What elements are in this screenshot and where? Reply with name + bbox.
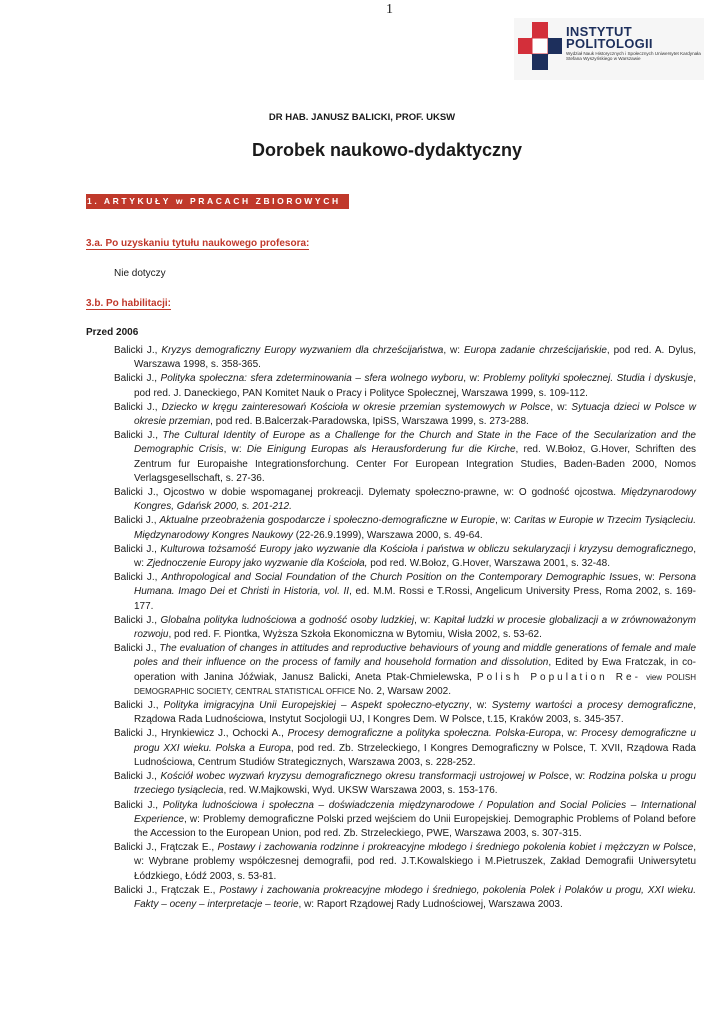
entry-publisher: view POLISH DEMOGRAPHIC SOCIETY, CENTRAL STATISTICAL OFFICE — [134, 672, 697, 696]
entry-text: , w: — [560, 728, 582, 740]
bibliography-entry — [114, 727, 696, 770]
bibliography-list — [114, 344, 696, 912]
page-number: 1 — [386, 2, 393, 17]
section-heading-3b: 3.b. Po habilitacji: — [86, 298, 172, 309]
entry-author: Balicki J., — [114, 515, 160, 527]
entry-title: Procesy demograficzne a polityka społeczna. Polska-Europa — [287, 728, 561, 740]
author-name: DR HAB. JANUSZ BALICKI, PROF. UKSW — [268, 112, 456, 123]
entry-text: , w: — [223, 444, 247, 456]
section-heading-3a: 3.a. Po uzyskaniu tytułu naukowego profesora: — [86, 238, 310, 249]
entry-title: Międzynarodowy Kongres, Gdańsk 2000, s. 201-212. — [134, 487, 696, 513]
bibliography-entry — [114, 543, 696, 571]
entry-details: (22-26.9.1999), Warszawa 2000, s. 49-64. — [292, 529, 483, 541]
period-heading: Przed 2006 — [86, 327, 139, 338]
bibliography-entry — [114, 699, 696, 727]
entry-author: Balicki J., — [114, 614, 161, 626]
entry-title: Kulturowa tożsamość Europy jako wyzwanie dla Kościoła i państwa w obliczu sekularyzacji i kryzysu demograficznego — [160, 543, 694, 555]
logo-title-line2: POLITOLOGII — [566, 36, 653, 51]
entry-author: Balicki J., — [114, 401, 162, 413]
entry-journal: Polish Population Re- — [477, 671, 641, 683]
entry-title: Polityka społeczna: sfera zdeterminowania – sfera wolnego wyboru — [160, 373, 464, 385]
bibliography-entry — [114, 799, 696, 842]
entry-author: Balicki J., — [114, 799, 163, 811]
entry-author: Balicki J., Frątczak E., — [114, 884, 220, 896]
entry-source: Procesy demograficzne u progu XXI wieku. Polska a Europa — [134, 728, 696, 754]
entry-author: Balicki J., — [114, 345, 162, 356]
entry-details: , pod red. A. Dylus, Warszawa 1998, s. 358-365. — [134, 345, 697, 371]
entry-title: Dziecko w kręgu zainteresowań Kościoła w okresie przemian systemowych w Polsce — [161, 401, 551, 413]
entry-title: Postawy i zachowania prokreacyjne młodego i średniego, pokolenia Polek i Polaków u progu, XXI wieku. Fakty – oceny – interpretacje – teorie — [134, 884, 696, 910]
entry-title: Kryzys demograficzny Europy wyzwaniem dla chrześcijaństwa — [161, 345, 444, 356]
entry-author: Balicki J., Ojcostwo w dobie wspomaganej prokreacji. Dylematy społeczno-prawne, w: O godność ojcostwa. — [114, 487, 621, 499]
entry-source: Problemy polityki społecznej. Studia i dyskusje — [483, 373, 694, 385]
entry-author: Balicki J., — [114, 643, 160, 655]
entry-text: , w: Raport Rządowej Rady Ludnościowej, Warszawa 2003. — [298, 898, 563, 910]
entry-details: , red. W.Bołoz, G.Hover, Schriften des Zentrum fur Europaishe Integrationsforchung. Center For European Integration Studies, Baden-Baden 2000, Nomos Verlagsgesellschaft, s. 27-36. — [134, 444, 697, 484]
entry-details: , red. W.Majkowski, Wyd. UKSW Warszawa 2003, s. 153-176. — [223, 785, 498, 797]
entry-text: , w: Wybrane problemy współczesnej demografii, pod red. J.T.Kowalskiego i M.Pietruszek, Zakład Demografii Uniwersytetu Łódzkiego, Łódź 2003, s. 53-81. — [134, 842, 696, 882]
entry-source: Europa zadanie chrześcijańskie — [463, 345, 607, 356]
entry-author: Balicki J., — [114, 572, 162, 584]
entry-source: Rodzina polska u progu trzeciego tysiąclecia — [134, 771, 697, 797]
entry-source: Persona Humana. Imago Dei et Christi in Historia, vol. II — [134, 572, 697, 598]
bibliography-entry — [114, 429, 696, 486]
entry-details: , pod red. F. Piontka, Wyższa Szkoła Ekonomiczna w Bytomiu, Wisła 2002, s. 53-62. — [168, 629, 542, 641]
entry-author: Balicki J., — [114, 700, 164, 712]
entry-details: pod red. W.Bołoz, G.Hover, Warszawa 2001, s. 32-48. — [367, 558, 610, 570]
logo-mark-icon — [518, 22, 564, 70]
entry-author: Balicki J., — [114, 543, 161, 555]
entry-text: , w: — [568, 771, 589, 783]
bibliography-entry — [114, 884, 696, 912]
entry-source: Zjednoczenie Europy jako wyzwanie dla Kościoła, — [146, 558, 368, 570]
entry-author: Balicki J., — [114, 771, 161, 783]
entry-text: , w: — [638, 572, 659, 584]
section-heading-articles: 1. ARTYKUŁY w PRACACH ZBIOROWYCH — [86, 194, 349, 209]
entry-source: Sytuacja dzieci w Polsce w okresie przemian — [134, 401, 697, 428]
entry-source: Caritas w Europie w Trzecim Tysiącleciu. Międzynarodowy Kongres Naukowy — [134, 515, 696, 541]
entry-text: , w: — [463, 373, 484, 385]
entry-title: Polityka imigracyjna Unii Europejskiej – Aspekt społeczno-etyczny — [163, 700, 470, 712]
entry-details: , Rządowa Rada Ludnościowa, Instytut Socjologii UJ, I Kongres Dem. W Polsce, t.15, Kraków 2003, s. 345-357. — [134, 700, 697, 726]
entry-details: , pod red. Zb. Strzeleckiego, I Kongres Demograficzny w Polsce, T. XVII, Rządowa Rada Ludnościowa, Centrum Studiów Strategicznych, Warszawa 2003, s. 228-252. — [134, 742, 696, 768]
bibliography-entry — [114, 514, 696, 542]
entry-text: , w: Problemy demograficzne Polski przed wejściem do Unii Europejskiej. Demographic Problems of Poland before the Accession to the European Union, pod red. Zb. Strzeleckiego, PWE, Warszawa 2003, s. 307-315. — [134, 813, 696, 839]
bibliography-entry — [114, 571, 696, 614]
entry-source: Die Einigung Europas als Herausforderung fur die Kirche — [246, 444, 516, 456]
entry-title: Aktualne przeobrażenia gospodarcze i społeczno-demograficzne w Europie — [159, 515, 496, 527]
entry-author: Balicki J., — [114, 430, 163, 442]
entry-details: No. 2, Warsaw 2002. — [355, 685, 451, 697]
bibliography-entry — [114, 486, 696, 514]
entry-details: , pod red. J. Daneckiego, PAN Komitet Nauk o Pracy i Polityce Społecznej, Warszawa 1999, s. 109-112. — [134, 373, 696, 399]
entry-title: The evaluation of changes in attitudes and reproductive behaviours of young and middle generations of female and male poles and their influence on the process of family and household formation and dissolution — [134, 643, 696, 669]
logo-subtitle: Wydział Nauk Historycznych i Społecznych Uniwersytet Kardynała Stefana Wyszyńskiego w Warszawie — [566, 51, 701, 62]
entry-title: Postawy i zachowania rodzinne i prokreacyjne młodego i średniego pokolenia kobiet i mężczyzn w Polsce — [217, 842, 694, 854]
entry-text: , w: — [550, 401, 572, 413]
bibliography-entry — [114, 770, 696, 798]
logo-title-line1: INSTYTUT — [566, 24, 632, 39]
section-3a-text: Nie dotyczy — [114, 268, 166, 279]
entry-text: , w: — [443, 345, 464, 356]
bibliography-entry — [114, 401, 696, 429]
entry-author: Balicki J., — [114, 373, 161, 385]
entry-source: Kapitał ludzki w procesie globalizacji a w zrównoważonym rozwoju — [134, 614, 696, 641]
entry-title: Globalna polityka ludnościowa a godność osoby ludzkiej — [160, 614, 415, 626]
page-title: Dorobek naukowo-dydaktyczny — [251, 140, 523, 160]
bibliography-entry — [114, 344, 696, 372]
entry-text: , w: — [134, 543, 696, 570]
bibliography-entry — [114, 642, 696, 699]
entry-text: , w: — [469, 700, 492, 712]
entry-title: Anthropological and Social Foundation of the Church Position on the Contemporary Demographic Issues — [161, 572, 639, 584]
bibliography-entry — [114, 372, 696, 400]
institute-logo — [514, 18, 704, 80]
bibliography-entry — [114, 841, 696, 884]
entry-text: , w: — [495, 515, 514, 527]
entry-text: , Edited by Ewa Fratczak, in co-operation with Janina Jóźwiak, Janusz Balicki, Aneta Ptak-Chmielewska, — [134, 657, 696, 683]
entry-source: Systemy wartości a procesy demograficzne — [491, 700, 694, 712]
entry-title: The Cultural Identity of Europe as a Challenge for the Church and State in the Face of the Secularization and the Demographic Crisis — [134, 430, 696, 456]
entry-title: Polityka ludnościowa i społeczna – doświadczenia międzynarodowe / Population and Social Policies – International Experience — [134, 799, 696, 825]
entry-author: Balicki J., Hrynkiewicz J., Ochocki A., — [114, 728, 288, 740]
entry-text: , w: — [414, 614, 434, 626]
entry-details: , ed. M.M. Rossi e T.Rossi, Angelicum University Press, Roma 2002, s. 169-177. — [134, 586, 696, 612]
bibliography-entry — [114, 614, 696, 642]
entry-author: Balicki J., Frątczak E., — [114, 842, 218, 854]
entry-details: , pod red. B.Balcerzak-Paradowska, IpiSS, Warszawa 1999, s. 273-288. — [210, 416, 529, 428]
entry-title: Kościół wobec wyzwań kryzysu demograficznego okresu transformacji ustrojowej w Polsce — [160, 771, 569, 783]
